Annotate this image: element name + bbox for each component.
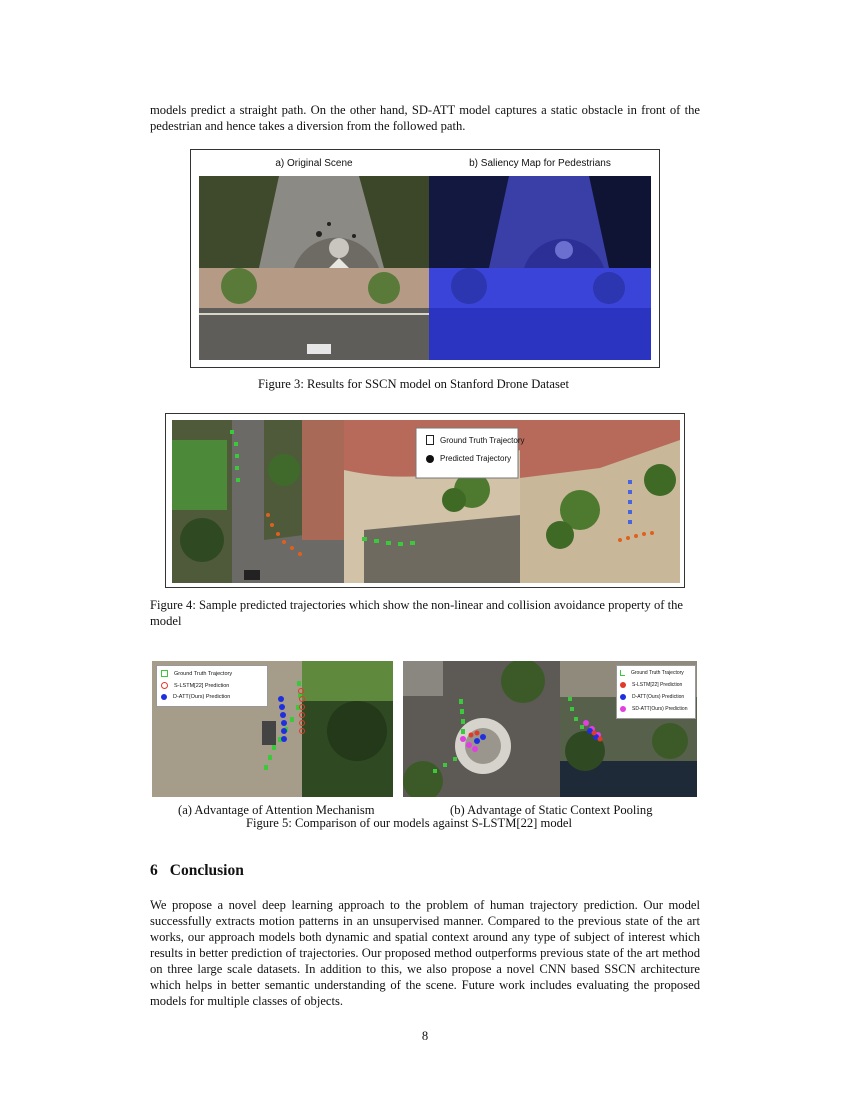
filled-circle-marker-icon [161,694,167,700]
figure-3-panel-b-title: b) Saliency Map for Pedestrians [469,158,611,169]
legend-label-slstm: S-LSTM[22] Prediction [632,682,683,688]
figure-5a-subcaption: (a) Advantage of Attention Mechanism [178,803,375,817]
figure-5a-legend [156,665,268,707]
filled-circle-marker-icon [620,694,626,700]
page-number: 8 [421,1029,429,1043]
figure-4 [165,413,685,588]
figure-5-caption: Figure 5: Comparison of our models against S-LSTM[22] model [246,816,573,830]
square-marker-icon [161,670,168,677]
figure-3-panel-a-title: a) Original Scene [275,158,353,169]
legend-label-ground-truth: Ground Truth Trajectory [631,670,684,676]
legend-label-datt: D-ATT(Ours) Prediction [632,694,685,700]
legend-item-ground-truth [161,670,232,677]
figure-4-legend [418,427,526,473]
legend-label-predicted: Predicted Trajectory [440,454,512,463]
legend-label-datt: D-ATT(Ours) Prediction [173,694,231,700]
figure-5b-legend [616,665,696,719]
figure-4-panel-3 [520,420,680,583]
filled-circle-marker-icon [620,682,626,688]
legend-item-slstm [161,682,229,689]
legend-item-datt [161,694,230,700]
legend-label-slstm: S-LSTM[22] Prediction [174,682,230,689]
figure-5b-image-right [560,661,697,797]
section-number: 6 [150,862,158,879]
conclusion-paragraph: We propose a novel deep learning approach to the problem of human trajectory prediction. Our model successfully extracts motion patterns in an unsupervised manner. Compared to the previous state of the art works, our approach models both dynamic and spatial context around any type of subject of interest which results in better prediction of trajectories. Our proposed method outperforms previous state of the art method on three large scale datasets. In addition to this, we also propose a novel CNN based SSCN architecture which helps in better semantic understanding of the scene. Future work includes evaluating the proposed models for multiple classes of objects. [150,898,700,1008]
figure-3-caption: Figure 3: Results for SSCN model on Stanford Drone Dataset [258,377,569,391]
legend-item-ground-truth [426,435,524,445]
legend-item-datt [620,694,684,700]
circle-marker-icon [426,455,434,463]
legend-item-sdatt [620,706,687,712]
section-title: Conclusion [169,862,244,879]
filled-circle-marker-icon [620,706,626,712]
figure-5b-subcaption: (b) Advantage of Static Context Pooling [450,803,653,817]
figure-4-panel-1 [172,420,344,583]
legend-label-ground-truth: Ground Truth Trajectory [440,435,525,445]
figure-3 [190,149,660,368]
figure-5b-image-left [403,661,560,797]
square-marker-icon [620,670,625,676]
legend-item-ground-truth [620,670,684,676]
legend-item-predicted [426,454,511,463]
saliency-map-image [429,176,651,360]
circle-marker-icon [161,682,168,689]
figure-4-caption: Figure 4: Sample predicted trajectories which show the non-linear and collision avoidance property of the model [150,598,683,628]
original-scene-image [199,176,429,360]
section-heading [150,862,256,880]
intro-paragraph: models predict a straight path. On the other hand, SD-ATT model captures a static obstacle in front of the pedestrian and hence takes a diversion from the followed path. [150,103,700,133]
legend-item-slstm [620,682,682,688]
square-marker-icon [426,435,434,445]
figure-5a-image [152,661,393,797]
legend-label-sdatt: SD-ATT(Ours) Prediction [632,706,688,712]
legend-label-ground-truth: Ground Truth Trajectory [174,670,233,677]
